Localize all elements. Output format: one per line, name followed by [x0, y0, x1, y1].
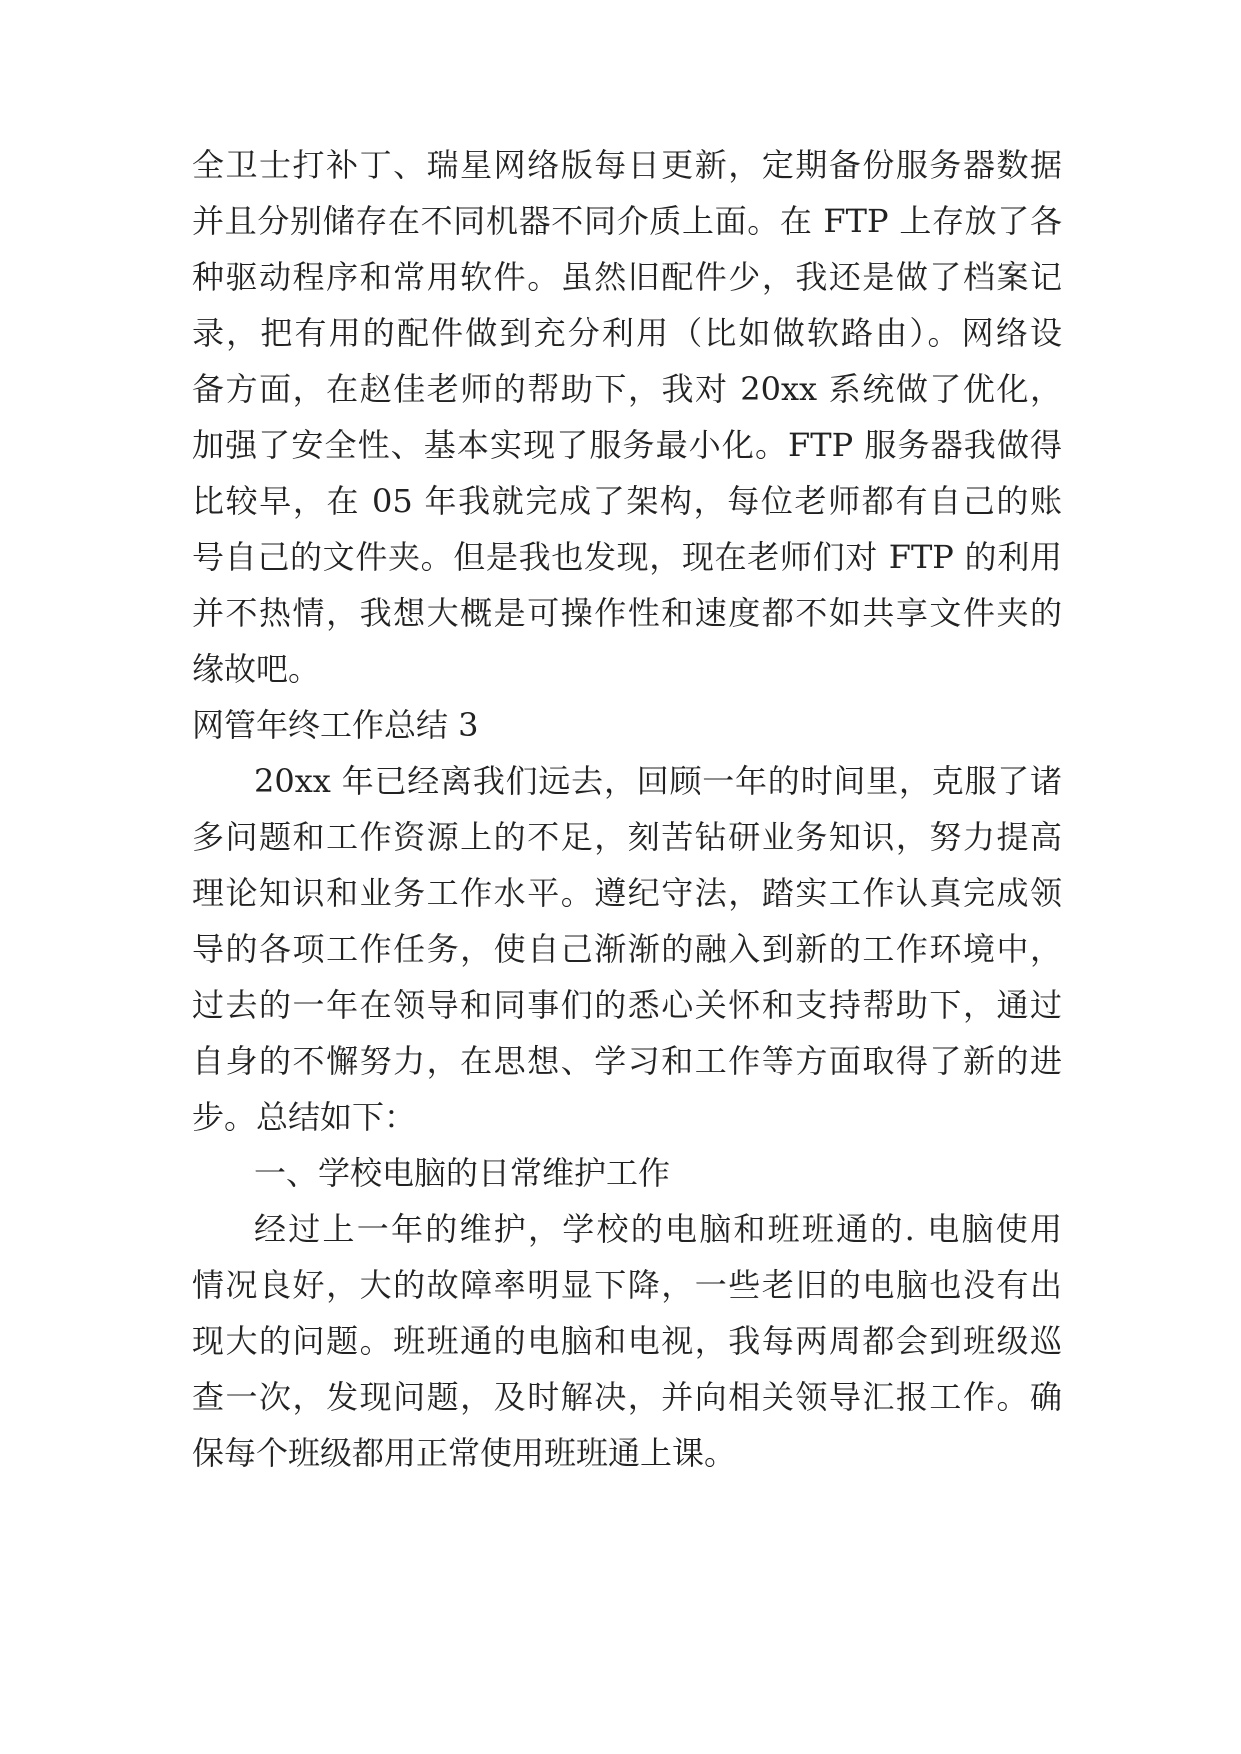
body-text-line: 备方面，在赵佳老师的帮助下，我对 20xx 系统做了优化，: [192, 370, 1062, 408]
body-text-line: 种驱动程序和常用软件。虽然旧配件少，我还是做了档案记: [192, 258, 1062, 296]
paragraph-first-line: 经过上一年的维护，学校的电脑和班班通的. 电脑使用: [254, 1210, 1062, 1248]
subsection-heading: 一、学校电脑的日常维护工作: [254, 1154, 671, 1192]
body-text-line: 自身的不懈努力，在思想、学习和工作等方面取得了新的进: [192, 1042, 1062, 1080]
section-heading: 网管年终工作总结 3: [192, 706, 479, 744]
body-text-line: 过去的一年在领导和同事们的悉心关怀和支持帮助下，通过: [192, 986, 1062, 1024]
body-text-line: 情况良好，大的故障率明显下降，一些老旧的电脑也没有出: [192, 1266, 1062, 1304]
body-text-line: 加强了安全性、基本实现了服务最小化。FTP 服务器我做得: [192, 426, 1062, 464]
body-text-line: 步。总结如下：: [192, 1098, 417, 1136]
body-text-line: 多问题和工作资源上的不足，刻苦钻研业务知识，努力提高: [192, 818, 1062, 856]
body-text-line: 录，把有用的配件做到充分利用（比如做软路由）。网络设: [192, 314, 1062, 352]
body-text-line: 现大的问题。班班通的电脑和电视，我每两周都会到班级巡: [192, 1322, 1062, 1360]
body-text-line: 并不热情，我想大概是可操作性和速度都不如共享文件夹的: [192, 594, 1062, 632]
body-text-line: 导的各项工作任务，使自己渐渐的融入到新的工作环境中，: [192, 930, 1062, 968]
body-text-line: 保每个班级都用正常使用班班通上课。: [192, 1434, 737, 1472]
body-text-line: 并且分别储存在不同机器不同介质上面。在 FTP 上存放了各: [192, 202, 1062, 240]
body-text-line: 全卫士打补丁、瑞星网络版每日更新，定期备份服务器数据: [192, 146, 1062, 184]
body-text-line: 理论知识和业务工作水平。遵纪守法，踏实工作认真完成领: [192, 874, 1062, 912]
body-text-line: 缘故吧。: [192, 650, 321, 688]
body-text-line: 查一次，发现问题，及时解决，并向相关领导汇报工作。确: [192, 1378, 1062, 1416]
paragraph-first-line: 20xx 年已经离我们远去，回顾一年的时间里，克服了诸: [254, 762, 1062, 800]
body-text-line: 比较早，在 05 年我就完成了架构，每位老师都有自己的账: [192, 482, 1062, 520]
body-text-line: 号自己的文件夹。但是我也发现，现在老师们对 FTP 的利用: [192, 538, 1062, 576]
